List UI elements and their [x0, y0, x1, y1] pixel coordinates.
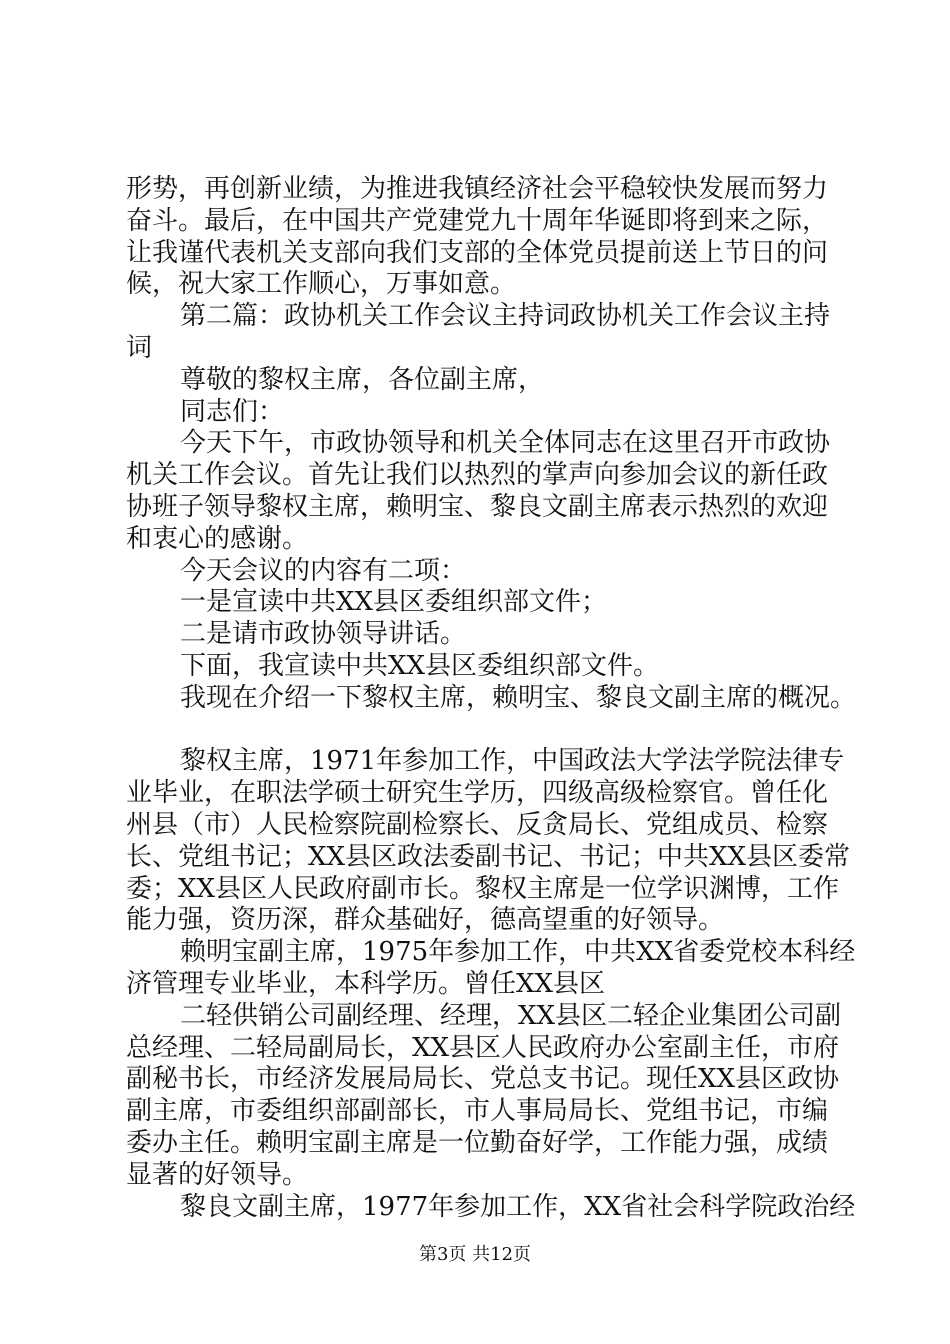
- text-line: 今天下午，市政协领导和机关全体同志在这里召开市政协: [180, 428, 831, 459]
- text-line: 二是请市政协领导讲话。: [180, 619, 467, 650]
- text-line: 第二篇：政协机关工作会议主持词政协机关工作会议主持: [180, 301, 831, 332]
- text-line: 奋斗。最后，在中国共产党建党九十周年华诞即将到来之际，: [126, 205, 829, 236]
- text-line: 尊敬的黎权主席，各位副主席，: [180, 364, 545, 395]
- text-line: 和衷心的感谢。: [126, 523, 309, 554]
- text-line: 下面，我宣读中共XX县区委组织部文件。: [180, 650, 660, 681]
- text-line: 黎权主席，1971年参加工作，中国政法大学法学院法律专: [180, 746, 845, 777]
- text-line: 一是宣读中共XX县区委组织部文件；: [180, 587, 608, 618]
- text-line: 赖明宝副主席，1975年参加工作，中共XX省委党校本科经: [180, 937, 856, 968]
- text-line: 业毕业，在职法学硕士研究生学历，四级高级检察官。曾任化: [126, 778, 829, 809]
- text-line: 总经理、二轻局副局长，XX县区人民政府办公室副主任，市府: [126, 1032, 840, 1063]
- text-line: 机关工作会议。首先让我们以热烈的掌声向参加会议的新任政: [126, 460, 829, 491]
- text-line: 委；XX县区人民政府副市长。黎权主席是一位学识渊博，工作: [126, 873, 840, 904]
- blank-line: [126, 715, 834, 747]
- text-line: 协班子领导黎权主席，赖明宝、黎良文副主席表示热烈的欢迎: [126, 491, 829, 522]
- text-line: 委办主任。赖明宝副主席是一位勤奋好学，工作能力强，成绩: [126, 1127, 829, 1158]
- text-line: 副秘书长，市经济发展局局长、党总支书记。现任XX县区政协: [126, 1064, 840, 1095]
- page-footer: 第3页 共12页: [418, 1244, 532, 1265]
- text-line: 我现在介绍一下黎权主席，赖明宝、黎良文副主席的概况。: [180, 682, 857, 713]
- text-line: 让我谨代表机关支部向我们支部的全体党员提前送上节日的问: [126, 237, 829, 268]
- text-line: 黎良文副主席，1977年参加工作，XX省社会科学院政治经: [180, 1191, 856, 1222]
- text-line: 候，祝大家工作顺心，万事如意。: [126, 269, 517, 300]
- text-line: 州县（市）人民检察院副检察长、反贪局长、党组成员、检察: [126, 809, 829, 840]
- text-line: 今天会议的内容有二项：: [180, 555, 467, 586]
- text-line: 副主席，市委组织部副部长，市人事局局长、党组书记，市编: [126, 1096, 829, 1127]
- text-line: 二轻供销公司副经理、经理，XX县区二轻企业集团公司副: [180, 1000, 842, 1031]
- text-line: 长、党组书记；XX县区政法委副书记、书记；中共XX县区委常: [126, 841, 851, 872]
- text-line: 能力强，资历深，群众基础好，德高望重的好领导。: [126, 905, 725, 936]
- text-line: 形势，再创新业绩，为推进我镇经济社会平稳较快发展而努力: [126, 174, 829, 204]
- text-line: 词: [126, 332, 153, 363]
- text-line: 同志们：: [180, 396, 285, 427]
- document-body: [126, 174, 857, 1223]
- text-line: 济管理专业毕业，本科学历。曾任XX县区: [126, 968, 606, 999]
- text-line: 显著的好领导。: [126, 1159, 309, 1190]
